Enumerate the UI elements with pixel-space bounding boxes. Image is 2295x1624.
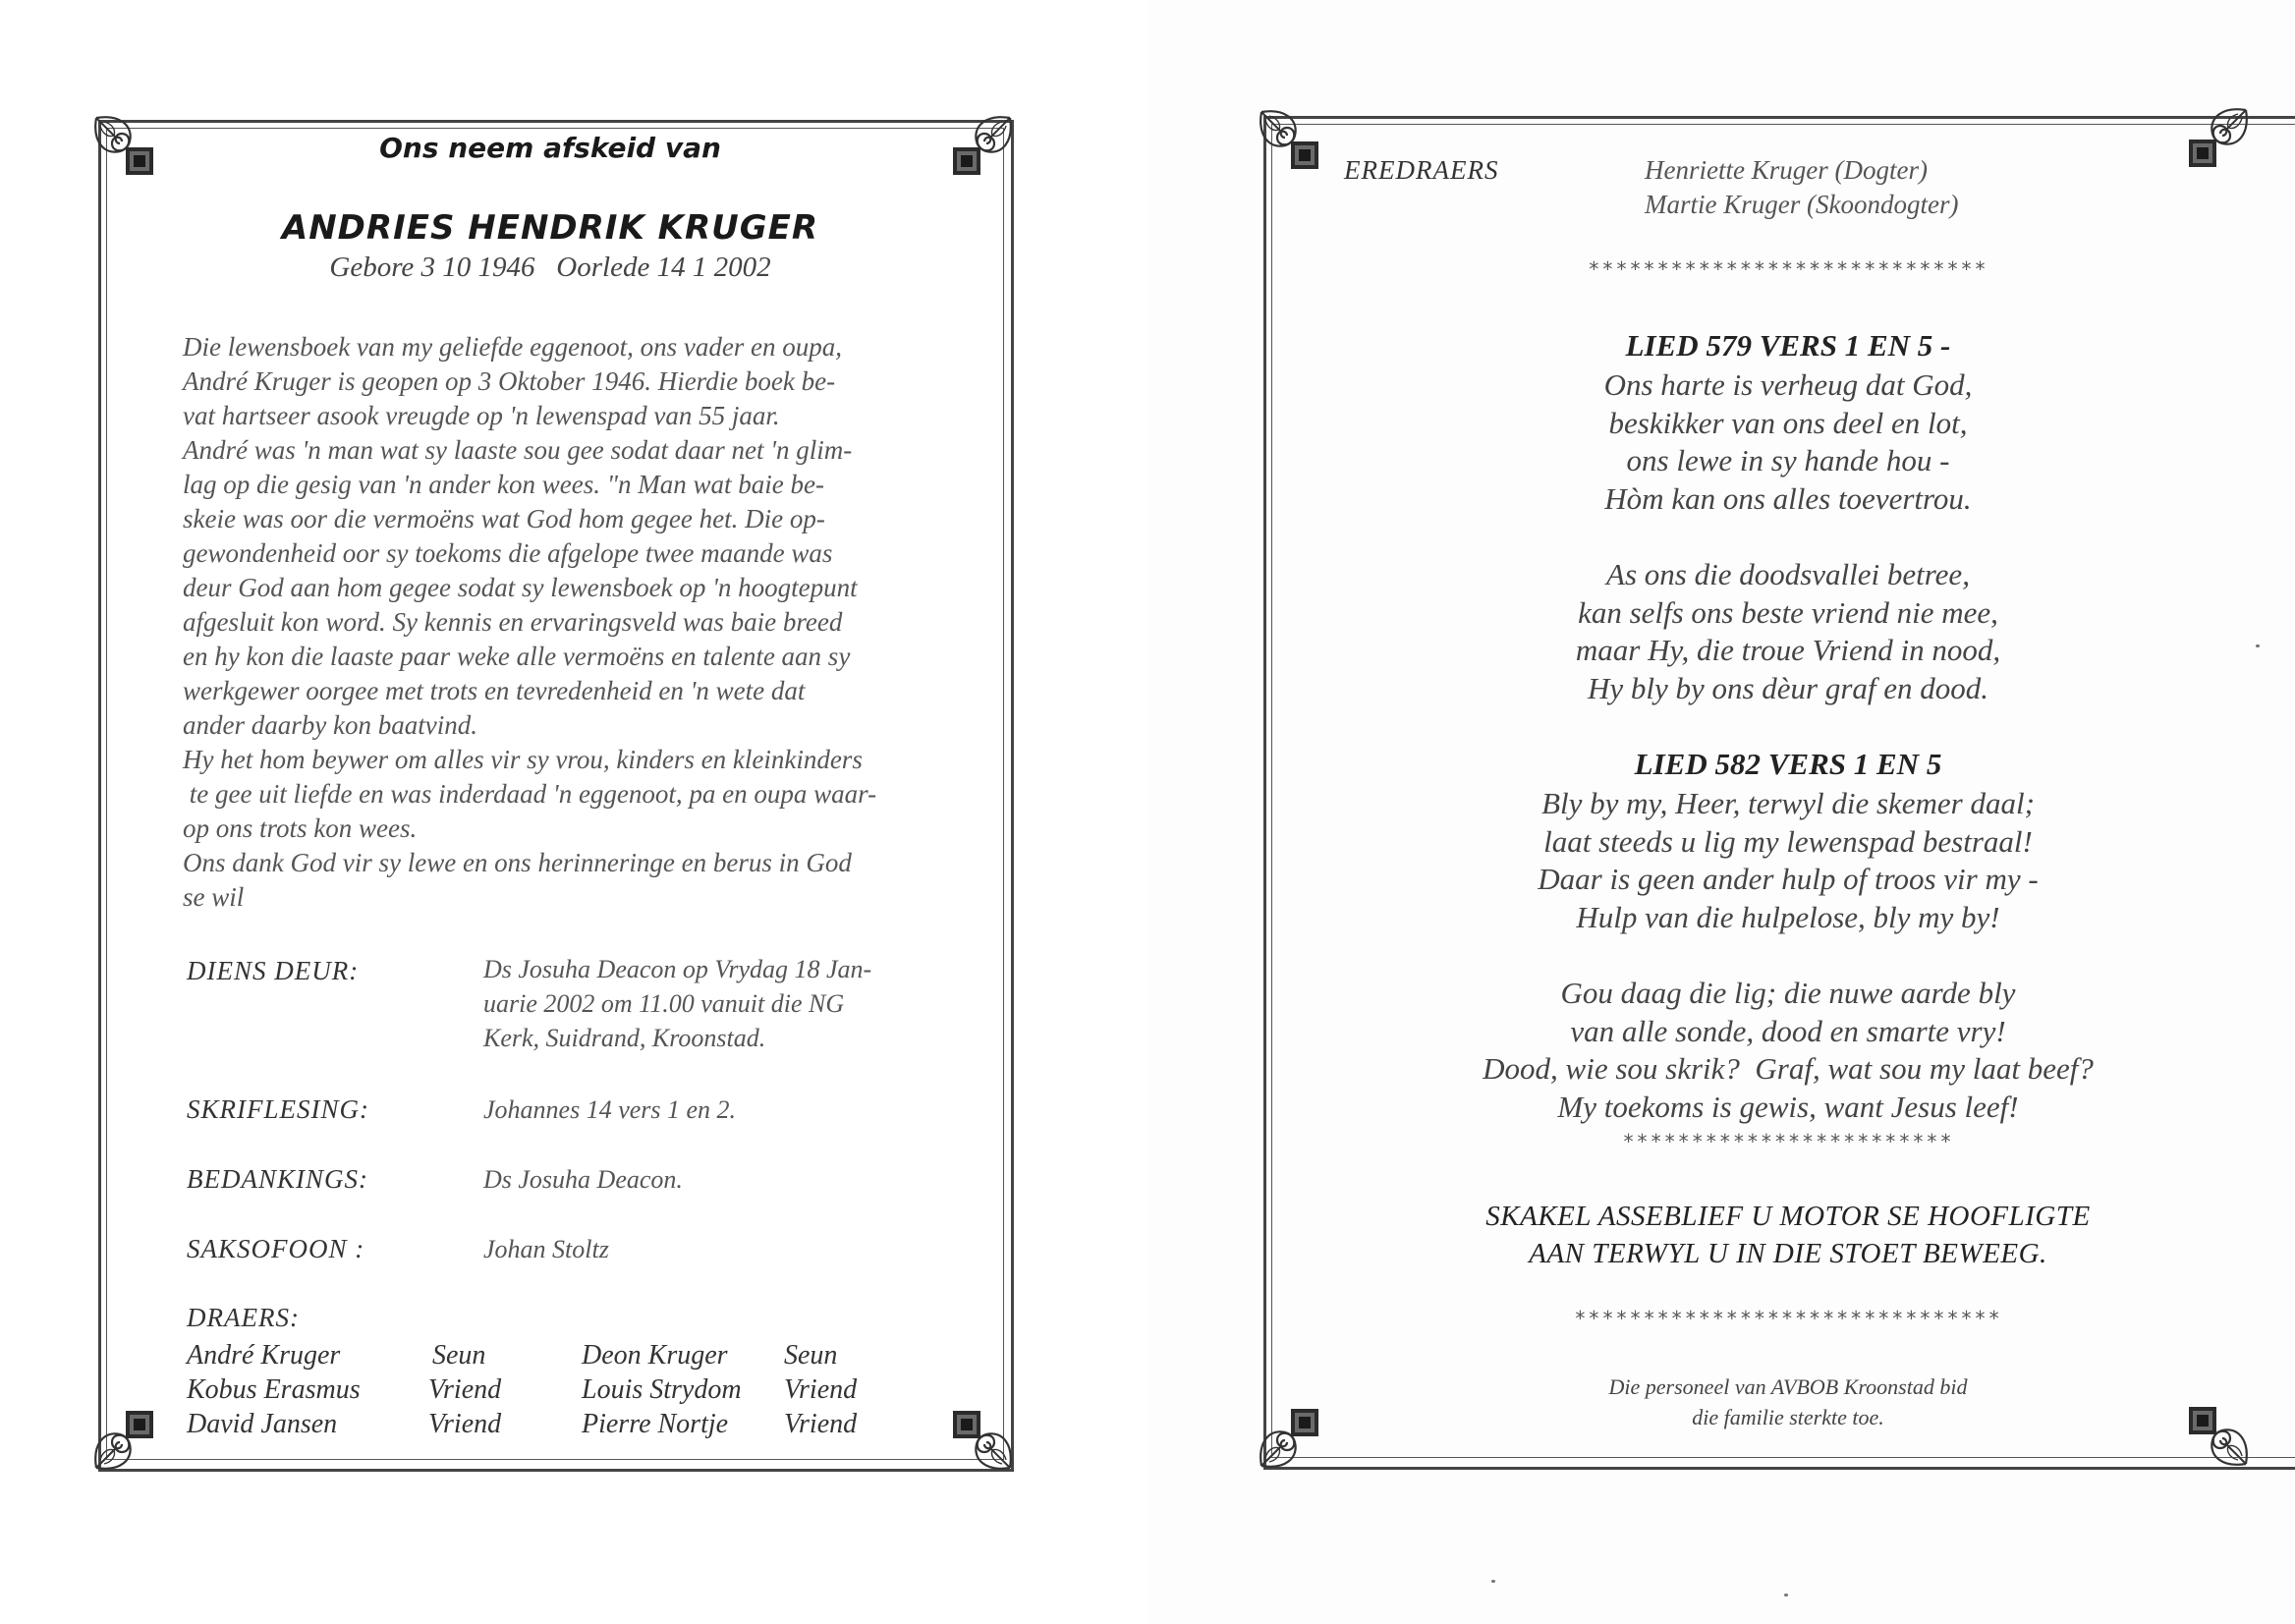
bio-line: te gee uit liefde en was inderdaad 'n eggenoot, pa en oupa waar- xyxy=(183,779,877,809)
thanks-value: Ds Josuha Deacon. xyxy=(483,1165,683,1194)
verse-line: Ons harte is verheug dat God, xyxy=(1603,367,1973,402)
right-corner-ornament-tl xyxy=(1256,106,1326,177)
verse-line: beskikker van ons deel en lot, xyxy=(1608,405,1968,440)
bio-line: vat hartseer asook vreugde op 'n lewenspad van 55 jaar. xyxy=(183,401,780,430)
verse-line: kan selfs ons beste vriend nie mee, xyxy=(1578,594,1998,630)
right-page xyxy=(1148,0,2295,1624)
saxophone-label: SAKSOFOON : xyxy=(187,1234,365,1263)
verse-line: van alle sonde, dood en smarte vry! xyxy=(1570,1013,2006,1048)
pallbearer-relation: Vriend xyxy=(428,1374,502,1405)
bio-line: Die lewensboek van my geliefde eggenoot, ons vader en oupa, xyxy=(183,332,843,362)
service-line: Kerk, Suidrand, Kroonstad. xyxy=(483,1024,766,1052)
saxophone-value: Johan Stoltz xyxy=(483,1235,609,1263)
honor-bearers-label: EREDRAERS xyxy=(1344,155,1499,185)
bio-line: ander daarby kon baatvind. xyxy=(183,710,477,740)
verse-line: Bly by my, Heer, terwyl die skemer daal; xyxy=(1541,786,2035,820)
left-corner-ornament-tr xyxy=(945,112,1016,183)
honor-bearer: Martie Kruger (Skoondogter) xyxy=(1645,190,1959,219)
footer-line: die familie sterkte toe. xyxy=(1692,1405,1884,1429)
avbob-footer xyxy=(1275,1372,2295,1432)
pallbearer-relation: Seun xyxy=(784,1340,838,1371)
hymn-579-verse-1 xyxy=(1275,366,2295,518)
service-label: DIENS DEUR: xyxy=(187,956,360,985)
pallbearer-row xyxy=(0,1338,1148,1372)
farewell-heading: Ons neem afskeid van xyxy=(379,132,721,164)
pallbearer-relation: Seun xyxy=(432,1340,486,1371)
pallbearer-name: Louis Strydom xyxy=(582,1374,742,1405)
bio-line: Ons dank God vir sy lewe en ons herinneringe en berus in God xyxy=(183,848,852,877)
footer-line: Die personeel van AVBOB Kroonstad bid xyxy=(1608,1374,1968,1399)
bio-line: Hy het hom beywer om alles vir sy vrou, kinders en kleinkinders xyxy=(183,745,863,774)
verse-line: Dood, wie sou skrik? Graf, wat sou my laat beef? xyxy=(1483,1051,2094,1086)
star-divider: ******************************* xyxy=(1574,1307,2002,1330)
service-line: Ds Josuha Deacon op Vrydag 18 Jan- xyxy=(483,955,872,983)
pallbearer-relation: Vriend xyxy=(784,1374,858,1405)
headlights-notice xyxy=(1275,1198,2295,1272)
bio-line: André Kruger is geopen op 3 Oktober 1946. Hierdie boek be- xyxy=(183,366,836,396)
pallbearers-label: DRAERS: xyxy=(187,1303,300,1332)
pallbearer-name: David Jansen xyxy=(187,1409,338,1439)
bio-line: lag op die gesig van 'n ander kon wees. "n Man wat baie be- xyxy=(183,470,824,499)
biography xyxy=(183,330,998,915)
pallbearer-relation: Vriend xyxy=(428,1409,502,1439)
verse-line: Hulp van die hulpelose, bly my by! xyxy=(1576,899,2000,934)
verse-line: Hy bly by ons dèur graf en dood. xyxy=(1587,670,1989,705)
bio-line: en hy kon die laaste paar weke alle vermoëns en talente aan sy xyxy=(183,642,851,671)
notice-line: AAN TERWYL U IN DIE STOET BEWEEG. xyxy=(1529,1238,2047,1269)
verse-line: Gou daag die lig; die nuwe aarde bly xyxy=(1560,976,2016,1010)
verse-line: Hòm kan ons alles toevertrou. xyxy=(1604,480,1972,516)
hymn-582-verse-1 xyxy=(1275,785,2295,936)
pallbearer-name: Kobus Erasmus xyxy=(187,1374,361,1405)
star-divider: ************************ xyxy=(1622,1130,1954,1153)
bio-line: André was 'n man wat sy laaste sou gee sodat daar net 'n glim- xyxy=(183,435,853,465)
verse-line: laat steeds u lig my lewenspad bestraal! xyxy=(1543,823,2033,859)
scan-speck xyxy=(2256,644,2260,647)
honor-bearers-list xyxy=(1645,153,1958,222)
verse-line: My toekoms is gewis, want Jesus leef! xyxy=(1557,1089,2019,1124)
bio-line: gewondenheid oor sy toekoms die afgelope twee maande was xyxy=(183,538,833,568)
verse-line: ons lewe in sy hande hou - xyxy=(1626,443,1950,477)
bio-line: se wil xyxy=(183,882,245,912)
scan-speck xyxy=(1491,1580,1495,1583)
hymn-579-verse-5 xyxy=(1275,556,2295,707)
right-corner-ornament-tr xyxy=(2181,104,2252,175)
verse-line: As ons die doodsvallei betree, xyxy=(1606,557,1970,591)
service-details xyxy=(483,952,975,1055)
bio-line: skeie was oor die vermoëns wat God hom gegee het. Die op- xyxy=(183,504,825,533)
notice-line: SKAKEL ASSEBLIEF U MOTOR SE HOOFLIGTE xyxy=(1485,1201,2091,1232)
thanks-label: BEDANKINGS: xyxy=(187,1164,368,1194)
bio-line: afgesluit kon word. Sy kennis en ervaringsveld was baie breed xyxy=(183,607,843,637)
scan-speck xyxy=(1784,1594,1788,1596)
honor-bearer: Henriette Kruger (Dogter) xyxy=(1645,155,1928,185)
pallbearer-row xyxy=(0,1372,1148,1407)
bio-line: deur God aan hom gegee sodat sy lewensboek op 'n hoogtepunt xyxy=(183,573,858,602)
verse-line: Daar is geen ander hulp of troos vir my - xyxy=(1538,862,2039,896)
deceased-name: ANDRIES HENDRIK KRUGER xyxy=(281,208,819,248)
pallbearer-name: Deon Kruger xyxy=(582,1340,728,1371)
verse-line: maar Hy, die troue Vriend in nood, xyxy=(1575,633,2001,667)
hymn-579-title: LIED 579 VERS 1 EN 5 - xyxy=(1625,328,1951,363)
birth-death-dates: Gebore 3 10 1946 Oorlede 14 1 2002 xyxy=(329,252,771,283)
service-line: uarie 2002 om 11.00 vanuit die NG xyxy=(483,989,845,1018)
pallbearer-relation: Vriend xyxy=(784,1409,858,1439)
scripture-label: SKRIFLESING: xyxy=(187,1094,369,1124)
bio-line: op ons trots kon wees. xyxy=(183,813,418,843)
pallbearer-name: André Kruger xyxy=(187,1340,341,1371)
pallbearer-name: Pierre Nortje xyxy=(582,1409,729,1439)
scripture-value: Johannes 14 vers 1 en 2. xyxy=(483,1095,737,1124)
left-corner-ornament-tl xyxy=(90,112,161,183)
hymn-582-verse-5 xyxy=(1275,975,2295,1126)
bio-line: werkgewer oorgee met trots en tevredenheid en 'n wete dat xyxy=(183,676,806,705)
hymn-582-title: LIED 582 VERS 1 EN 5 xyxy=(1634,747,1942,781)
star-divider: ***************************** xyxy=(1588,257,1988,281)
pallbearer-row xyxy=(0,1407,1148,1441)
